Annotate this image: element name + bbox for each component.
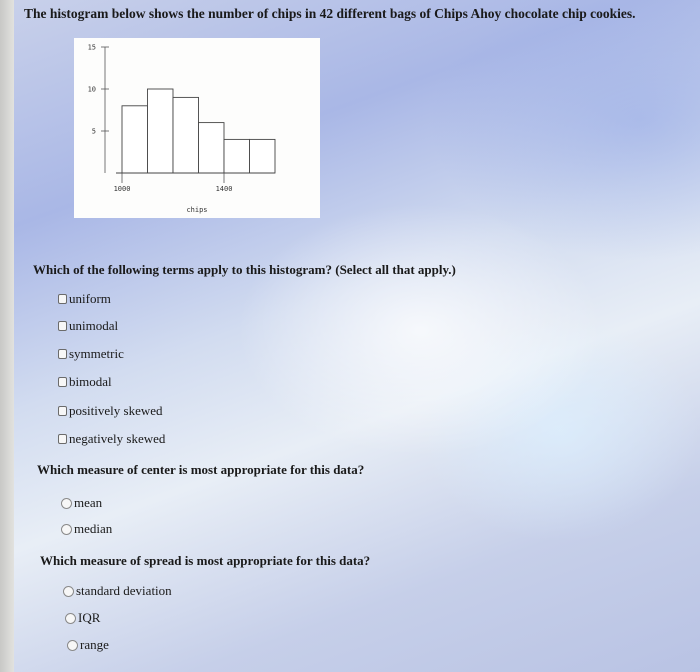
x-axis-label: chips — [186, 206, 208, 214]
question-3-text: Which measure of spread is most appropriate for this data? — [40, 553, 371, 568]
x-tick-label: 1000 — [113, 185, 131, 193]
histogram-bar — [148, 89, 174, 173]
radio-range[interactable] — [67, 637, 109, 653]
option-label: negatively skewed — [69, 431, 166, 446]
checkbox-bimodal[interactable] — [58, 374, 112, 390]
y-tick-label: 5 — [91, 127, 96, 136]
question-2-text: Which measure of center is most appropriate for this data? — [37, 462, 365, 477]
option-label: symmetric — [69, 346, 124, 361]
radio-iqr[interactable] — [65, 610, 100, 626]
histogram — [74, 38, 320, 218]
y-tick-label: 15 — [87, 43, 96, 52]
checkbox-icon[interactable] — [58, 321, 67, 331]
checkbox-icon[interactable] — [58, 294, 67, 304]
checkbox-unimodal[interactable] — [58, 318, 118, 334]
option-label: IQR — [78, 610, 101, 625]
question-title: The histogram below shows the number of chips in 42 different bags of Chips Ahoy chocolate chip cookies. — [24, 6, 636, 21]
histogram-bar — [122, 106, 148, 173]
window-edge — [0, 0, 14, 672]
radio-icon[interactable] — [61, 498, 72, 509]
option-label: standard deviation — [76, 583, 172, 598]
option-label: positively skewed — [69, 403, 163, 418]
option-label: mean — [74, 495, 103, 510]
histogram-svg — [74, 38, 320, 218]
checkbox-icon[interactable] — [58, 434, 67, 444]
histogram-bar — [199, 123, 225, 173]
checkbox-negatively-skewed[interactable] — [58, 431, 165, 447]
radio-standard-deviation[interactable] — [63, 583, 172, 599]
checkbox-icon[interactable] — [58, 406, 67, 416]
option-label: bimodal — [69, 374, 112, 389]
question-1-text: Which of the following terms apply to this histogram? (Select all that apply.) — [33, 262, 456, 277]
x-tick-label: 1400 — [215, 185, 233, 193]
radio-icon[interactable] — [63, 586, 74, 597]
checkbox-positively-skewed[interactable] — [58, 403, 163, 419]
checkbox-uniform[interactable] — [58, 291, 111, 307]
histogram-bar — [224, 139, 250, 173]
checkbox-icon[interactable] — [58, 377, 67, 387]
radio-icon[interactable] — [65, 613, 76, 624]
option-label: median — [74, 521, 113, 536]
histogram-bar — [250, 139, 276, 173]
checkbox-icon[interactable] — [58, 349, 67, 359]
checkbox-symmetric[interactable] — [58, 346, 124, 362]
radio-icon[interactable] — [67, 640, 78, 651]
histogram-bar — [173, 97, 199, 173]
option-label: uniform — [69, 291, 111, 306]
y-tick-label: 10 — [87, 85, 96, 94]
option-label: unimodal — [69, 318, 119, 333]
option-label: range — [80, 637, 109, 652]
radio-median[interactable] — [61, 521, 112, 537]
radio-icon[interactable] — [61, 524, 72, 535]
radio-mean[interactable] — [61, 495, 102, 511]
